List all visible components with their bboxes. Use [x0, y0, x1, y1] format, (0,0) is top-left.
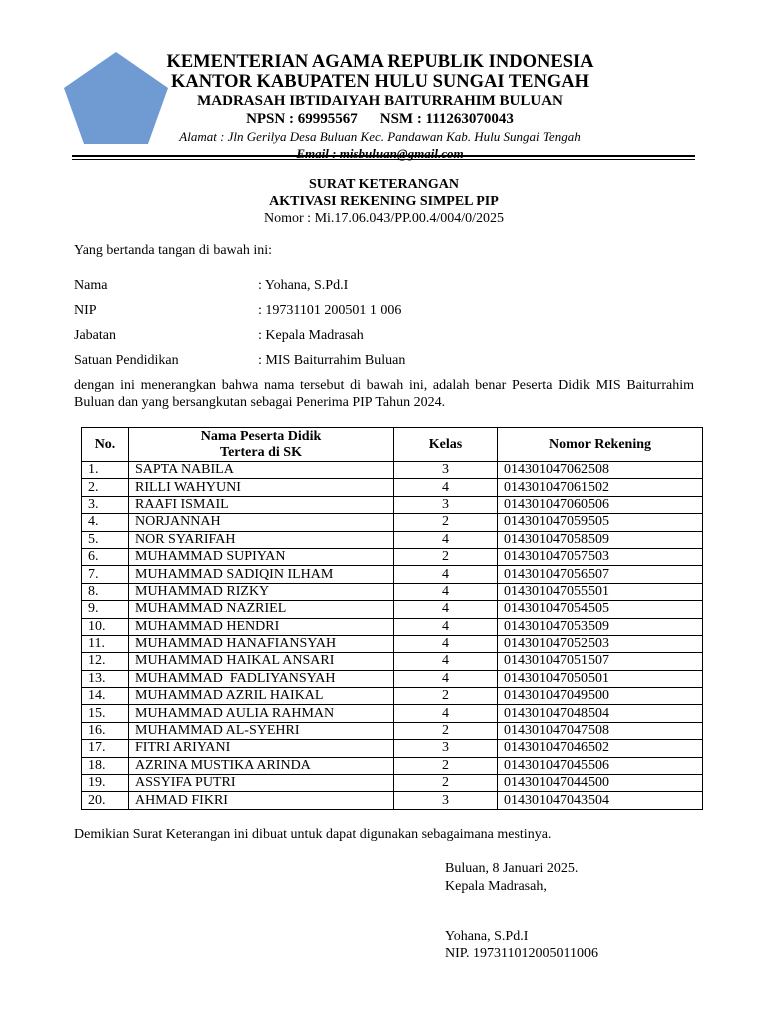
cell-kelas: 3	[394, 496, 498, 513]
cell-kelas: 2	[394, 548, 498, 565]
signature-nip: NIP. 197311012005011006	[445, 946, 598, 961]
cell-no: 14.	[82, 688, 129, 705]
cell-name: NOR SYARIFAH	[129, 531, 394, 548]
cell-kelas: 2	[394, 688, 498, 705]
cell-rekening: 014301047059505	[498, 514, 703, 531]
table-row	[82, 635, 703, 652]
cell-rekening: 014301047048504	[498, 705, 703, 722]
table-row	[82, 462, 703, 479]
table-row	[82, 688, 703, 705]
cell-no: 8.	[82, 583, 129, 600]
cell-no: 16.	[82, 722, 129, 739]
cell-no: 15.	[82, 705, 129, 722]
cell-name: MUHAMMAD SADIQIN ILHAM	[129, 566, 394, 583]
cell-rekening: 014301047054505	[498, 601, 703, 618]
cell-name: AZRINA MUSTIKA ARINDA	[129, 757, 394, 774]
student-table	[81, 427, 703, 810]
letterhead	[150, 52, 610, 162]
title-line-1: SURAT KETERANGAN	[308, 177, 459, 192]
cell-name: MUHAMMAD HAIKAL ANSARI	[129, 653, 394, 670]
cell-kelas: 2	[394, 722, 498, 739]
cell-rekening: 014301047058509	[498, 531, 703, 548]
cell-no: 3.	[82, 496, 129, 513]
cell-no: 10.	[82, 618, 129, 635]
cell-rekening: 014301047060506	[498, 496, 703, 513]
letterhead-divider-thick	[72, 155, 695, 157]
table-row	[82, 618, 703, 635]
cell-rekening: 014301047051507	[498, 653, 703, 670]
cell-rekening: 014301047055501	[498, 583, 703, 600]
table-row	[82, 705, 703, 722]
cell-kelas: 2	[394, 514, 498, 531]
table-row	[82, 566, 703, 583]
table-row	[82, 479, 703, 496]
cell-kelas: 4	[394, 479, 498, 496]
table-header-row	[82, 428, 703, 462]
header-name	[129, 428, 394, 462]
cell-no: 19.	[82, 775, 129, 792]
cell-no: 1.	[82, 462, 129, 479]
cell-rekening: 014301047061502	[498, 479, 703, 496]
header-name-line-1: Nama Peserta Didik	[200, 428, 322, 444]
cell-rekening: 014301047062508	[498, 462, 703, 479]
school-address: Alamat : Jln Gerilya Desa Buluan Kec. Pandawan Kab. Hulu Sungai Tengah	[179, 129, 581, 144]
header-kelas: Kelas	[394, 428, 498, 462]
cell-name: MUHAMMAD SUPIYAN	[129, 548, 394, 565]
school-email: Email : misbuluan@gmail.com	[296, 146, 464, 161]
school-ids	[150, 110, 610, 128]
table-row	[82, 670, 703, 687]
cell-no: 7.	[82, 566, 129, 583]
letterhead-divider-thin	[72, 159, 695, 160]
table-row	[82, 531, 703, 548]
cell-name: MUHAMMAD HANAFIANSYAH	[129, 635, 394, 652]
field-label: NIP	[74, 303, 97, 318]
cell-no: 9.	[82, 601, 129, 618]
cell-no: 13.	[82, 670, 129, 687]
cell-no: 4.	[82, 514, 129, 531]
cell-rekening: 014301047053509	[498, 618, 703, 635]
cell-name: MUHAMMAD AL-SYEHRI	[129, 722, 394, 739]
cell-kelas: 2	[394, 775, 498, 792]
table-row	[82, 653, 703, 670]
cell-name: SAPTA NABILA	[129, 462, 394, 479]
cell-no: 17.	[82, 740, 129, 757]
table-row	[82, 514, 703, 531]
table-row	[82, 792, 703, 809]
field-value: : Yohana, S.Pd.I	[258, 278, 349, 293]
cell-rekening: 014301047057503	[498, 548, 703, 565]
cell-rekening: 014301047045506	[498, 757, 703, 774]
cell-kelas: 4	[394, 635, 498, 652]
cell-kelas: 3	[394, 740, 498, 757]
cell-no: 12.	[82, 653, 129, 670]
header-no: No.	[82, 428, 129, 462]
cell-name: FITRI ARIYANI	[129, 740, 394, 757]
cell-rekening: 014301047050501	[498, 670, 703, 687]
cell-name: MUHAMMAD NAZRIEL	[129, 601, 394, 618]
statement-paragraph: dengan ini menerangkan bahwa nama tersebut di bawah ini, adalah benar Peserta Didik MIS Baiturrahim Buluan dan yang bersangkutan sebagai Penerima PIP Tahun 2024.	[74, 378, 694, 410]
cell-rekening: 014301047049500	[498, 688, 703, 705]
table-row	[82, 548, 703, 565]
cell-name: AHMAD FIKRI	[129, 792, 394, 809]
cell-kelas: 4	[394, 670, 498, 687]
field-value: : MIS Baiturrahim Buluan	[258, 353, 406, 368]
ministry-name: KEMENTERIAN AGAMA REPUBLIK INDONESIA	[166, 52, 594, 72]
header-name-line-2: Tertera di SK	[220, 444, 302, 460]
cell-name: MUHAMMAD HENDRI	[129, 618, 394, 635]
cell-name: RAAFI ISMAIL	[129, 496, 394, 513]
cell-rekening: 014301047052503	[498, 635, 703, 652]
cell-kelas: 3	[394, 462, 498, 479]
field-label: Jabatan	[74, 328, 116, 343]
cell-no: 11.	[82, 635, 129, 652]
cell-no: 20.	[82, 792, 129, 809]
cell-kelas: 4	[394, 601, 498, 618]
signature-position: Kepala Madrasah,	[445, 879, 547, 894]
cell-no: 2.	[82, 479, 129, 496]
cell-name: MUHAMMAD RIZKY	[129, 583, 394, 600]
table-row	[82, 757, 703, 774]
field-label: Satuan Pendidikan	[74, 353, 179, 368]
title-line-2: AKTIVASI REKENING SIMPEL PIP	[269, 194, 499, 209]
table-row	[82, 601, 703, 618]
cell-no: 18.	[82, 757, 129, 774]
table-row	[82, 583, 703, 600]
npsn: NPSN : 69995567	[246, 111, 358, 127]
cell-name: NORJANNAH	[129, 514, 394, 531]
cell-name: ASSYIFA PUTRI	[129, 775, 394, 792]
cell-kelas: 4	[394, 618, 498, 635]
cell-name: MUHAMMAD AZRIL HAIKAL	[129, 688, 394, 705]
cell-kelas: 4	[394, 583, 498, 600]
cell-rekening: 014301047044500	[498, 775, 703, 792]
signature-place-date: Buluan, 8 Januari 2025.	[445, 861, 579, 876]
table-row	[82, 775, 703, 792]
cell-rekening: 014301047056507	[498, 566, 703, 583]
cell-rekening: 014301047047508	[498, 722, 703, 739]
cell-name: RILLI WAHYUNI	[129, 479, 394, 496]
header-rekening: Nomor Rekening	[498, 428, 703, 462]
cell-kelas: 4	[394, 653, 498, 670]
intro-text: Yang bertanda tangan di bawah ini:	[74, 243, 273, 258]
field-label: Nama	[74, 278, 108, 293]
table-row	[82, 722, 703, 739]
table-row	[82, 496, 703, 513]
cell-no: 6.	[82, 548, 129, 565]
cell-kelas: 4	[394, 705, 498, 722]
cell-kelas: 4	[394, 566, 498, 583]
school-name: MADRASAH IBTIDAIYAH BAITURRAHIM BULUAN	[197, 93, 563, 109]
signature-name: Yohana, S.Pd.I	[445, 929, 529, 944]
cell-kelas: 3	[394, 792, 498, 809]
table-row	[82, 740, 703, 757]
cell-rekening: 014301047046502	[498, 740, 703, 757]
letter-title	[0, 176, 768, 228]
field-value: : 19731101 200501 1 006	[258, 303, 402, 318]
closing-text: Demikian Surat Keterangan ini dibuat untuk dapat digunakan sebagaimana mestinya.	[74, 827, 552, 842]
letter-number: Nomor : Mi.17.06.043/PP.00.4/004/0/2025	[264, 211, 504, 226]
cell-kelas: 4	[394, 531, 498, 548]
office-name: KANTOR KABUPATEN HULU SUNGAI TENGAH	[170, 72, 590, 92]
cell-name: MUHAMMAD AULIA RAHMAN	[129, 705, 394, 722]
cell-kelas: 2	[394, 757, 498, 774]
cell-name: MUHAMMAD FADLIYANSYAH	[129, 670, 394, 687]
field-value: : Kepala Madrasah	[258, 328, 364, 343]
nsm: NSM : 111263070043	[379, 111, 514, 127]
cell-no: 5.	[82, 531, 129, 548]
cell-rekening: 014301047043504	[498, 792, 703, 809]
